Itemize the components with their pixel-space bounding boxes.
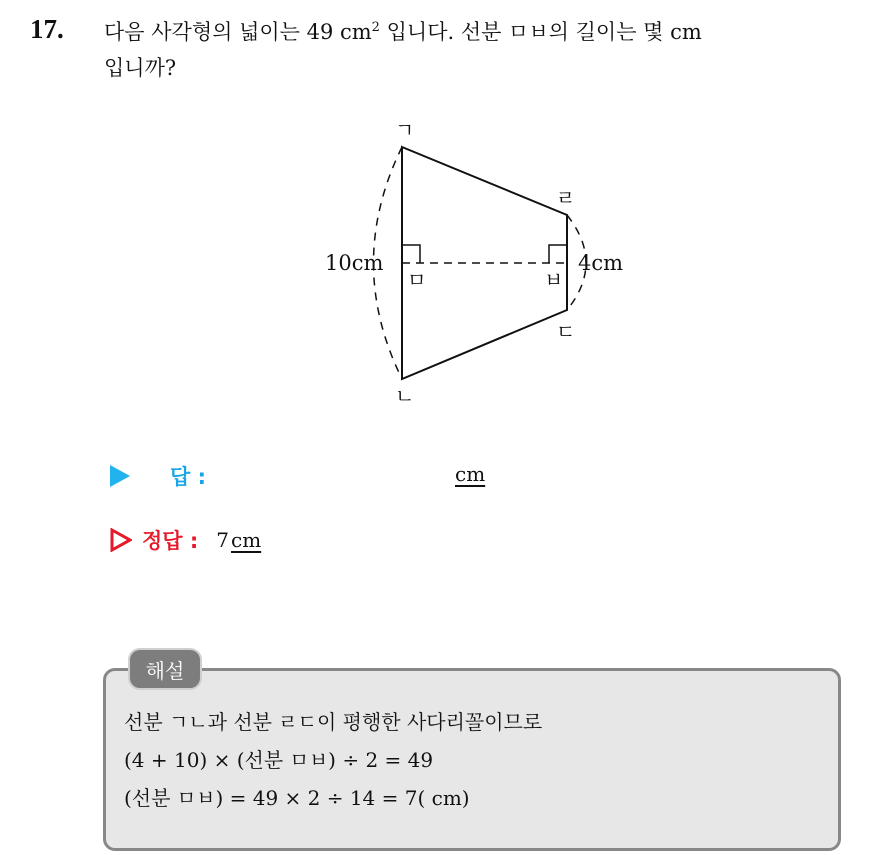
correct-answer-label: 정답 : bbox=[142, 529, 199, 553]
right-angle-mark-left bbox=[402, 245, 420, 263]
trapezoid-figure bbox=[300, 115, 660, 415]
squared-superscript: 2 bbox=[371, 20, 380, 35]
vertex-label-top-right: ㄹ bbox=[556, 186, 576, 210]
answer-row bbox=[110, 458, 206, 494]
outline-triangle-icon bbox=[110, 528, 132, 552]
vertex-label-bottom-right: ㄷ bbox=[556, 320, 576, 344]
explanation-text bbox=[124, 703, 542, 817]
question-line-1 bbox=[104, 14, 874, 50]
answer-label: 답 : bbox=[170, 465, 206, 489]
correct-answer-value bbox=[216, 528, 261, 552]
question-line-2: 입니까? bbox=[104, 56, 177, 80]
right-length-label: 4cm bbox=[578, 251, 624, 275]
explanation-line: (4 + 10) × (선분 ㅁㅂ) ÷ 2 = 49 bbox=[124, 748, 434, 772]
question-text bbox=[104, 14, 874, 86]
correct-answer-row bbox=[110, 522, 261, 558]
right-angle-mark-right bbox=[549, 245, 567, 263]
question-line-1-text: 다음 사각형의 넓이는 49 cm bbox=[104, 20, 372, 44]
point-label-right: ㅂ bbox=[544, 268, 564, 292]
explanation-line: 선분 ㄱㄴ과 선분 ㄹㄷ이 평행한 사다리꼴이므로 bbox=[124, 710, 543, 734]
answer-blank[interactable]: cm bbox=[455, 462, 486, 486]
vertex-label-top-left: ㄱ bbox=[395, 118, 415, 142]
explanation-tab: 해설 bbox=[128, 648, 202, 690]
filled-triangle-icon bbox=[110, 465, 130, 487]
explanation-line: (선분 ㅁㅂ) = 49 × 2 ÷ 14 = 7( cm) bbox=[124, 786, 470, 810]
correct-answer-unit: cm bbox=[231, 528, 262, 552]
question-number: 17. bbox=[30, 14, 64, 44]
correct-answer-number: 7 bbox=[216, 528, 230, 552]
left-length-label: 10cm bbox=[325, 251, 384, 275]
question-line-1-rest: 입니다. 선분 ㅁㅂ의 길이는 몇 cm bbox=[379, 20, 702, 44]
point-label-left: ㅁ bbox=[407, 268, 427, 292]
vertex-label-bottom-left: ㄴ bbox=[395, 384, 415, 408]
